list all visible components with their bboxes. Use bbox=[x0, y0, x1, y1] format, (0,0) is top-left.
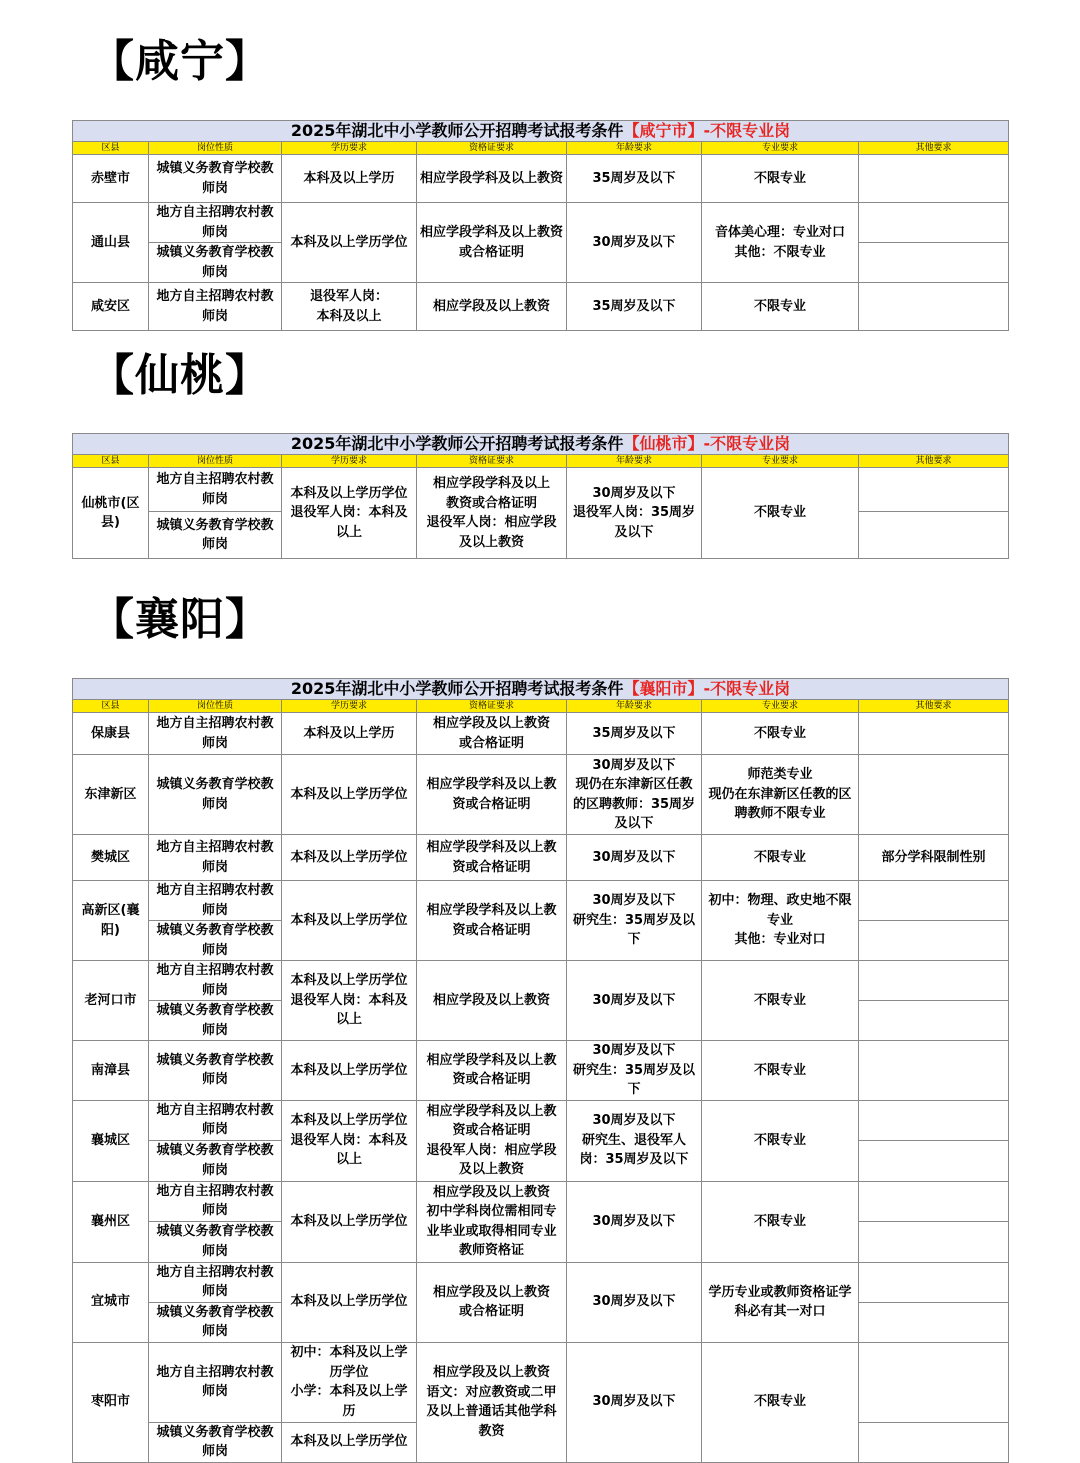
table-xianning bbox=[72, 120, 1009, 331]
table-title: 2025年湖北中小学教师公开招聘考试报考条件【仙桃市】-不限专业岗 bbox=[73, 434, 1009, 455]
header-post-type: 岗位性质 bbox=[149, 455, 282, 468]
cell-major: 不限专业 bbox=[702, 1100, 859, 1181]
cell-post-type: 地方自主招聘农村教师岗 bbox=[149, 1181, 282, 1221]
cell-region: 保康县 bbox=[73, 713, 149, 755]
cell-region: 仙桃市(区县) bbox=[73, 468, 149, 559]
table-row bbox=[73, 1342, 1009, 1422]
cell-other: 部分学科限制性别 bbox=[859, 835, 1009, 881]
cell-post-type: 地方自主招聘农村教师岗 bbox=[149, 203, 282, 243]
cell-certificate: 相应学段学科及以上教 资或合格证明 退役军人岗：相应学段 及以上教资 bbox=[417, 1100, 567, 1181]
cell-major: 不限专业 bbox=[702, 835, 859, 881]
cell-education: 本科及以上学历学位 退役军人岗：本科及 以上 bbox=[282, 961, 417, 1041]
cell-age: 30周岁及以下 bbox=[567, 203, 702, 283]
header-region: 区县 bbox=[73, 142, 149, 155]
cell-post-type: 城镇义务教育学校教师岗 bbox=[149, 755, 282, 835]
cell-post-type: 地方自主招聘农村教师岗 bbox=[149, 1100, 282, 1140]
header-other: 其他要求 bbox=[859, 142, 1009, 155]
cell-education: 初中：本科及以上学 历学位 小学：本科及以上学 历 bbox=[282, 1342, 417, 1422]
cell-region: 老河口市 bbox=[73, 961, 149, 1041]
header-certificate: 资格证要求 bbox=[417, 142, 567, 155]
cell-region: 樊城区 bbox=[73, 835, 149, 881]
header-major: 专业要求 bbox=[702, 455, 859, 468]
cell-age: 35周岁及以下 bbox=[567, 713, 702, 755]
cell-post-type: 城镇义务教育学校教师岗 bbox=[149, 243, 282, 283]
cell-major: 音体美心理：专业对口 其他：不限专业 bbox=[702, 203, 859, 283]
header-age: 年龄要求 bbox=[567, 142, 702, 155]
cell-post-type: 地方自主招聘农村教师岗 bbox=[149, 1342, 282, 1422]
cell-education: 本科及以上学历学位 bbox=[282, 1181, 417, 1262]
cell-education: 本科及以上学历学位 bbox=[282, 1422, 417, 1462]
header-major: 专业要求 bbox=[702, 700, 859, 713]
cell-region: 襄州区 bbox=[73, 1181, 149, 1262]
cell-age: 30周岁及以下 bbox=[567, 835, 702, 881]
cell-other bbox=[859, 1262, 1009, 1302]
cell-certificate: 相应学段及以上教资 或合格证明 bbox=[417, 1262, 567, 1342]
cell-certificate: 相应学段学科及以上教资或合格证明 bbox=[417, 203, 567, 283]
cell-post-type: 地方自主招聘农村教师岗 bbox=[149, 468, 282, 512]
cell-certificate: 相应学段及以上教资 bbox=[417, 961, 567, 1041]
header-education: 学历要求 bbox=[282, 700, 417, 713]
header-post-type: 岗位性质 bbox=[149, 142, 282, 155]
cell-age: 30周岁及以下 现仍在东津新区任教 的区聘教师：35周岁 及以下 bbox=[567, 755, 702, 835]
cell-other bbox=[859, 1181, 1009, 1221]
section-heading-xiangyang: 【襄阳】 bbox=[90, 594, 270, 645]
cell-age: 35周岁及以下 bbox=[567, 155, 702, 203]
table-title-row bbox=[73, 434, 1009, 455]
cell-age: 30周岁及以下 研究生：35周岁及以 下 bbox=[567, 1041, 702, 1101]
cell-post-type: 城镇义务教育学校教师岗 bbox=[149, 1302, 282, 1342]
table-xiangyang bbox=[72, 678, 1009, 1463]
header-certificate: 资格证要求 bbox=[417, 455, 567, 468]
cell-other bbox=[859, 1342, 1009, 1422]
table-row bbox=[73, 203, 1009, 243]
cell-post-type: 地方自主招聘农村教师岗 bbox=[149, 283, 282, 331]
cell-education: 本科及以上学历 bbox=[282, 713, 417, 755]
table-title-row bbox=[73, 121, 1009, 142]
cell-age: 30周岁及以下 bbox=[567, 1181, 702, 1262]
cell-certificate: 相应学段学科及以上教 资或合格证明 bbox=[417, 835, 567, 881]
cell-other bbox=[859, 1100, 1009, 1140]
cell-post-type: 地方自主招聘农村教师岗 bbox=[149, 961, 282, 1001]
table-row bbox=[73, 1041, 1009, 1101]
cell-region: 襄城区 bbox=[73, 1100, 149, 1181]
cell-education: 本科及以上学历学位 bbox=[282, 755, 417, 835]
cell-post-type: 城镇义务教育学校教师岗 bbox=[149, 921, 282, 961]
cell-major: 不限专业 bbox=[702, 1181, 859, 1262]
cell-other bbox=[859, 243, 1009, 283]
cell-post-type: 城镇义务教育学校教师岗 bbox=[149, 1422, 282, 1462]
header-age: 年龄要求 bbox=[567, 700, 702, 713]
cell-other bbox=[859, 203, 1009, 243]
header-education: 学历要求 bbox=[282, 455, 417, 468]
table-title: 2025年湖北中小学教师公开招聘考试报考条件【襄阳市】-不限专业岗 bbox=[73, 679, 1009, 700]
cell-education: 本科及以上学历学位 bbox=[282, 881, 417, 961]
section-heading-xiantao: 【仙桃】 bbox=[90, 350, 270, 401]
table-header-row bbox=[73, 700, 1009, 713]
cell-major: 学历专业或教师资格证学 科必有其一对口 bbox=[702, 1262, 859, 1342]
table-row bbox=[73, 881, 1009, 921]
cell-region: 枣阳市 bbox=[73, 1342, 149, 1462]
cell-other bbox=[859, 1221, 1009, 1262]
cell-age: 30周岁及以下 bbox=[567, 1342, 702, 1462]
cell-other bbox=[859, 1140, 1009, 1181]
cell-major: 不限专业 bbox=[702, 713, 859, 755]
cell-major: 不限专业 bbox=[702, 1041, 859, 1101]
cell-certificate: 相应学段学科及以上教资 bbox=[417, 155, 567, 203]
cell-other bbox=[859, 1302, 1009, 1342]
cell-other bbox=[859, 512, 1009, 559]
cell-major: 不限专业 bbox=[702, 468, 859, 559]
cell-age: 30周岁及以下 bbox=[567, 1262, 702, 1342]
header-education: 学历要求 bbox=[282, 142, 417, 155]
cell-major: 师范类专业 现仍在东津新区任教的区 聘教师不限专业 bbox=[702, 755, 859, 835]
cell-age: 30周岁及以下 研究生：35周岁及以 下 bbox=[567, 881, 702, 961]
cell-post-type: 城镇义务教育学校教师岗 bbox=[149, 155, 282, 203]
cell-certificate: 相应学段及以上教资 或合格证明 bbox=[417, 713, 567, 755]
cell-education: 退役军人岗： 本科及以上 bbox=[282, 283, 417, 331]
cell-post-type: 城镇义务教育学校教师岗 bbox=[149, 1041, 282, 1101]
table-row bbox=[73, 155, 1009, 203]
cell-certificate: 相应学段及以上教资 初中学科岗位需相同专 业毕业或取得相同专业 教师资格证 bbox=[417, 1181, 567, 1262]
header-other: 其他要求 bbox=[859, 455, 1009, 468]
table-row bbox=[73, 961, 1009, 1001]
cell-other bbox=[859, 961, 1009, 1001]
cell-post-type: 城镇义务教育学校教师岗 bbox=[149, 1001, 282, 1041]
cell-region: 通山县 bbox=[73, 203, 149, 283]
cell-post-type: 地方自主招聘农村教师岗 bbox=[149, 881, 282, 921]
cell-post-type: 城镇义务教育学校教师岗 bbox=[149, 512, 282, 559]
header-other: 其他要求 bbox=[859, 700, 1009, 713]
table-header-row bbox=[73, 455, 1009, 468]
cell-education: 本科及以上学历学位 退役军人岗：本科及 以上 bbox=[282, 1100, 417, 1181]
cell-certificate: 相应学段学科及以上教 资或合格证明 bbox=[417, 755, 567, 835]
cell-certificate: 相应学段学科及以上教 资或合格证明 bbox=[417, 881, 567, 961]
table-row bbox=[73, 283, 1009, 331]
table-row bbox=[73, 755, 1009, 835]
cell-major: 初中：物理、政史地不限 专业 其他：专业对口 bbox=[702, 881, 859, 961]
header-region: 区县 bbox=[73, 700, 149, 713]
cell-certificate: 相应学段学科及以上教 资或合格证明 bbox=[417, 1041, 567, 1101]
cell-age: 30周岁及以下 研究生、退役军人 岗：35周岁及以下 bbox=[567, 1100, 702, 1181]
cell-education: 本科及以上学历学位 bbox=[282, 835, 417, 881]
cell-certificate: 相应学段学科及以上 教资或合格证明 退役军人岗：相应学段 及以上教资 bbox=[417, 468, 567, 559]
cell-other bbox=[859, 155, 1009, 203]
cell-region: 咸安区 bbox=[73, 283, 149, 331]
cell-other bbox=[859, 921, 1009, 961]
cell-age: 35周岁及以下 bbox=[567, 283, 702, 331]
cell-age: 30周岁及以下 bbox=[567, 961, 702, 1041]
table-row bbox=[73, 1262, 1009, 1302]
cell-region: 宜城市 bbox=[73, 1262, 149, 1342]
cell-certificate: 相应学段及以上教资 bbox=[417, 283, 567, 331]
table-title: 2025年湖北中小学教师公开招聘考试报考条件【咸宁市】-不限专业岗 bbox=[73, 121, 1009, 142]
header-region: 区县 bbox=[73, 455, 149, 468]
cell-other bbox=[859, 1422, 1009, 1462]
cell-other bbox=[859, 1041, 1009, 1101]
table-title-row bbox=[73, 679, 1009, 700]
cell-post-type: 地方自主招聘农村教师岗 bbox=[149, 835, 282, 881]
cell-major: 不限专业 bbox=[702, 961, 859, 1041]
cell-region: 高新区(襄阳) bbox=[73, 881, 149, 961]
cell-education: 本科及以上学历 bbox=[282, 155, 417, 203]
cell-education: 本科及以上学历学位 bbox=[282, 1041, 417, 1101]
cell-education: 本科及以上学历学位 bbox=[282, 203, 417, 283]
cell-education: 本科及以上学历学位 bbox=[282, 1262, 417, 1342]
cell-other bbox=[859, 755, 1009, 835]
cell-age: 30周岁及以下 退役军人岗：35周岁 及以下 bbox=[567, 468, 702, 559]
cell-other bbox=[859, 1001, 1009, 1041]
table-xiantao bbox=[72, 433, 1009, 559]
table-row bbox=[73, 468, 1009, 512]
header-post-type: 岗位性质 bbox=[149, 700, 282, 713]
cell-other bbox=[859, 881, 1009, 921]
cell-region: 南漳县 bbox=[73, 1041, 149, 1101]
table-header-row bbox=[73, 142, 1009, 155]
header-certificate: 资格证要求 bbox=[417, 700, 567, 713]
cell-region: 赤壁市 bbox=[73, 155, 149, 203]
table-row bbox=[73, 1100, 1009, 1140]
cell-post-type: 城镇义务教育学校教师岗 bbox=[149, 1140, 282, 1181]
cell-post-type: 地方自主招聘农村教师岗 bbox=[149, 713, 282, 755]
section-heading-xianning: 【咸宁】 bbox=[90, 36, 270, 87]
cell-region: 东津新区 bbox=[73, 755, 149, 835]
cell-other bbox=[859, 713, 1009, 755]
cell-post-type: 城镇义务教育学校教师岗 bbox=[149, 1221, 282, 1262]
cell-education: 本科及以上学历学位 退役军人岗：本科及 以上 bbox=[282, 468, 417, 559]
cell-other bbox=[859, 468, 1009, 512]
table-row bbox=[73, 713, 1009, 755]
cell-other bbox=[859, 283, 1009, 331]
header-major: 专业要求 bbox=[702, 142, 859, 155]
cell-certificate: 相应学段及以上教资 语文：对应教资或二甲 及以上普通话其他学科 教资 bbox=[417, 1342, 567, 1462]
cell-major: 不限专业 bbox=[702, 155, 859, 203]
table-row bbox=[73, 1181, 1009, 1221]
table-row bbox=[73, 835, 1009, 881]
cell-major: 不限专业 bbox=[702, 283, 859, 331]
cell-post-type: 地方自主招聘农村教师岗 bbox=[149, 1262, 282, 1302]
header-age: 年龄要求 bbox=[567, 455, 702, 468]
cell-major: 不限专业 bbox=[702, 1342, 859, 1462]
